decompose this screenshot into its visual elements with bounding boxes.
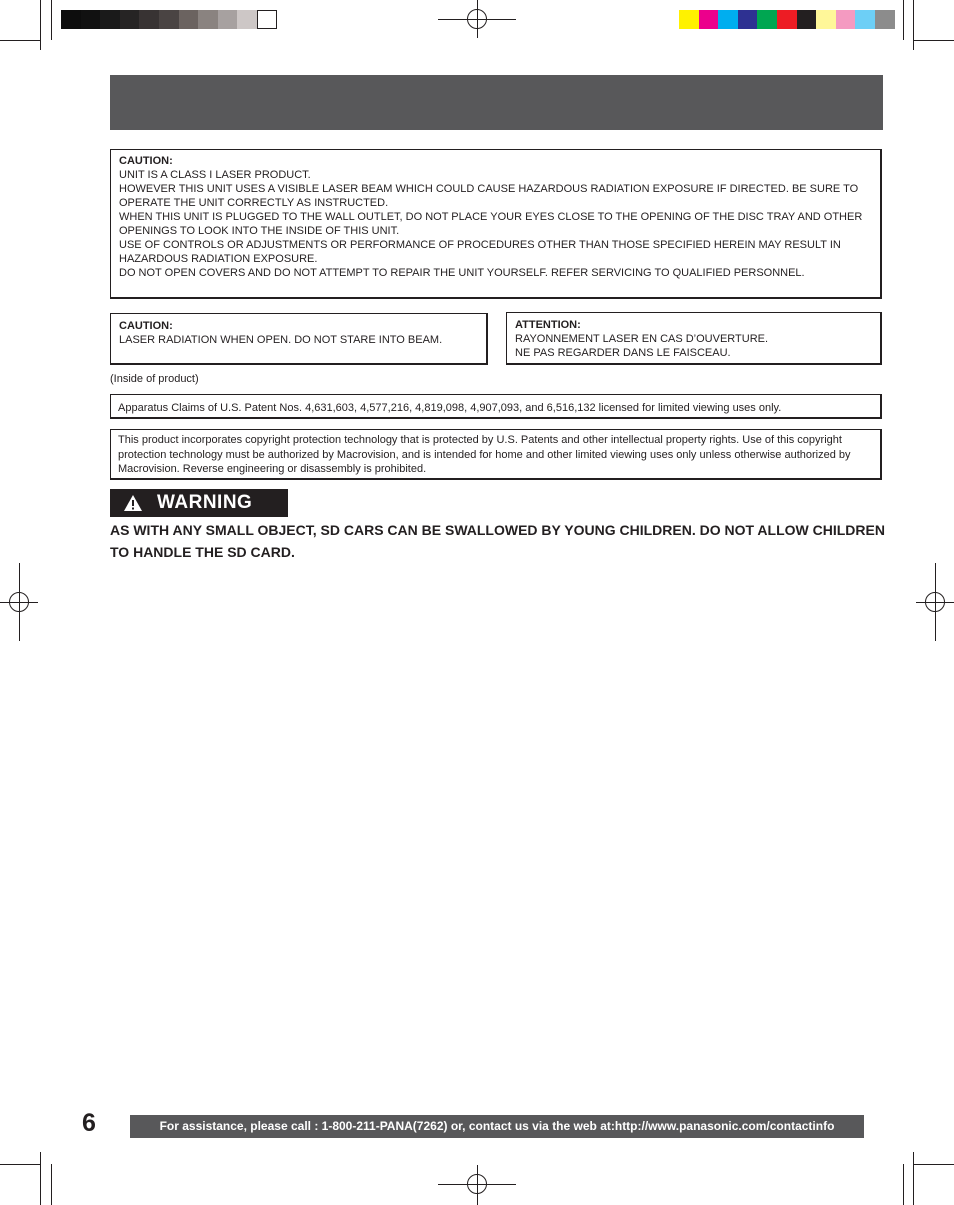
color-swatch <box>738 10 758 29</box>
gray-swatch <box>237 10 257 29</box>
caution-label-title: CAUTION: <box>119 320 173 332</box>
color-swatch <box>718 10 738 29</box>
color-swatch <box>679 10 699 29</box>
caution-label-text: LASER RADIATION WHEN OPEN. DO NOT STARE INTO BEAM. <box>119 334 443 346</box>
color-swatch <box>699 10 719 29</box>
warning-text: AS WITH ANY SMALL OBJECT, SD CARS CAN BE SWALLOWED BY YOUNG CHILDREN. DO NOT ALLOW CHILDREN TO HANDLE THE SD CARD. <box>110 522 885 560</box>
color-swatch <box>875 10 895 29</box>
gray-swatch <box>120 10 140 29</box>
caution-label-box <box>110 313 488 365</box>
caution-main-line: HOWEVER THIS UNIT USES A VISIBLE LASER BEAM WHICH COULD CAUSE HAZARDOUS RADIATION EXPOSURE IF DIRECTED. BE SURE TO OPERATE THE UNIT CORRECTLY AS INSTRUCTED. <box>119 183 859 209</box>
gray-swatch <box>218 10 238 29</box>
process-color-bar <box>679 10 895 29</box>
attention-label-box <box>506 312 882 365</box>
color-swatch <box>777 10 797 29</box>
gray-swatch <box>61 10 81 29</box>
color-swatch <box>797 10 817 29</box>
inside-of-product-caption: (Inside of product) <box>110 373 199 385</box>
caution-main-line: USE OF CONTROLS OR ADJUSTMENTS OR PERFORMANCE OF PROCEDURES OTHER THAN THOSE SPECIFIED HEREIN MAY RESULT IN HAZARDOUS RADIATION EXPOSURE. <box>119 239 841 265</box>
color-swatch <box>757 10 777 29</box>
gray-swatch <box>139 10 159 29</box>
gray-swatch <box>81 10 101 29</box>
gray-swatch <box>179 10 199 29</box>
gray-swatch <box>198 10 218 29</box>
warning-triangle-icon <box>123 494 143 512</box>
attention-label-line: NE PAS REGARDER DANS LE FAISCEAU. <box>515 347 731 359</box>
warning-badge <box>110 489 288 517</box>
color-swatch <box>836 10 856 29</box>
macrovision-notice-box: This product incorporates copyright protection technology that is protected by U.S. Patents and other intellectual property rights. Use of this copyright protection technology must be authorized by Macrovision, and is intended for home and other limited viewing uses only unless otherwise authorized by Macrovision. Reverse engineering or disassembly is prohibited. <box>110 429 882 480</box>
caution-main-line: UNIT IS A CLASS I LASER PRODUCT. <box>119 169 311 181</box>
grayscale-color-bar <box>61 10 277 29</box>
gray-swatch <box>159 10 179 29</box>
caution-main-line: DO NOT OPEN COVERS AND DO NOT ATTEMPT TO REPAIR THE UNIT YOURSELF. REFER SERVICING TO QUALIFIED PERSONNEL. <box>119 267 805 279</box>
gray-swatch <box>257 10 277 29</box>
header-bar <box>110 75 883 130</box>
assistance-footer: For assistance, please call : 1-800-211-PANA(7262) or, contact us via the web at:http://www.panasonic.com/contactinfo <box>130 1115 864 1138</box>
gray-swatch <box>100 10 120 29</box>
attention-label-line: RAYONNEMENT LASER EN CAS D’OUVERTURE. <box>515 333 769 345</box>
patent-claims-box: Apparatus Claims of U.S. Patent Nos. 4,631,603, 4,577,216, 4,819,098, 4,907,093, and 6,516,132 licensed for limited viewing uses only. <box>110 394 882 419</box>
caution-main-title: CAUTION: <box>119 155 173 167</box>
attention-label-title: ATTENTION: <box>515 319 581 331</box>
caution-main-line: WHEN THIS UNIT IS PLUGGED TO THE WALL OUTLET, DO NOT PLACE YOUR EYES CLOSE TO THE OPENING OF THE DISC TRAY AND OTHER OPENINGS TO LOOK INTO THE INSIDE OF THIS UNIT. <box>119 211 863 237</box>
page-number: 6 <box>82 1109 96 1137</box>
color-swatch <box>855 10 875 29</box>
warning-label: WARNING <box>157 492 253 513</box>
caution-main-box <box>110 149 882 299</box>
color-swatch <box>816 10 836 29</box>
